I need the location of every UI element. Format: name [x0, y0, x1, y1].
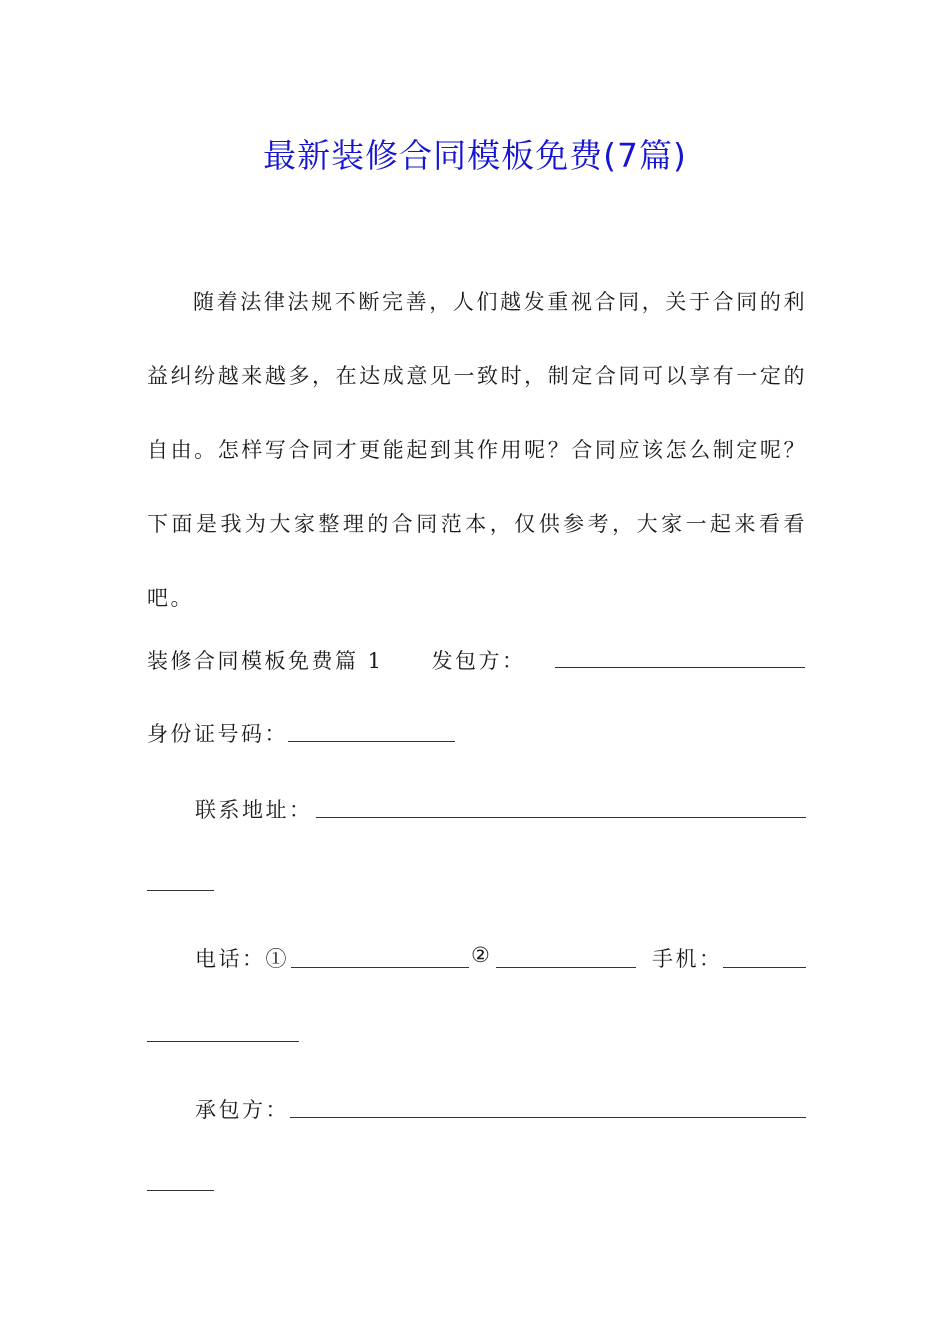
party-b-row [195, 1094, 289, 1124]
section-heading-row [147, 645, 526, 675]
party-a-blank[interactable] [555, 667, 805, 668]
party-b-blank-cont[interactable] [147, 1190, 214, 1191]
phone-label: 电话：① [195, 947, 289, 971]
section-heading: 装修合同模板免费篇 1 [147, 649, 384, 673]
party-a-label: 发包方： [431, 649, 526, 673]
address-blank-cont[interactable] [147, 890, 214, 891]
document-title: 最新装修合同模板免费(7篇) [263, 136, 687, 175]
party-b-blank[interactable] [290, 1117, 806, 1118]
phone-mark-2: ② [471, 943, 493, 967]
mobile-blank[interactable] [723, 967, 806, 968]
address-label: 联系地址： [195, 798, 313, 822]
mobile-blank-cont[interactable] [147, 1041, 299, 1042]
mobile-row [652, 943, 723, 973]
party-b-label: 承包方： [195, 1098, 289, 1122]
address-row [195, 794, 313, 824]
address-blank[interactable] [316, 817, 806, 818]
id-blank[interactable] [288, 741, 455, 742]
intro-paragraph: 随着法律法规不断完善，人们越发重视合同，关于合同的利益纠纷越来越多，在达成意见一致时，制定合同可以享有一定的自由。怎样写合同才更能起到其作用呢？合同应该怎么制定呢？下面是我为大家整理的合同范本，仅供参考，大家一起来看看吧。 [147, 290, 807, 610]
id-label: 身份证号码： [147, 722, 288, 746]
phone-mark-2-row [471, 943, 492, 967]
id-row [147, 718, 288, 748]
phone-row [195, 943, 289, 973]
mobile-label: 手机： [652, 947, 723, 971]
phone-blank-1[interactable] [291, 967, 469, 968]
phone-blank-2[interactable] [496, 967, 636, 968]
